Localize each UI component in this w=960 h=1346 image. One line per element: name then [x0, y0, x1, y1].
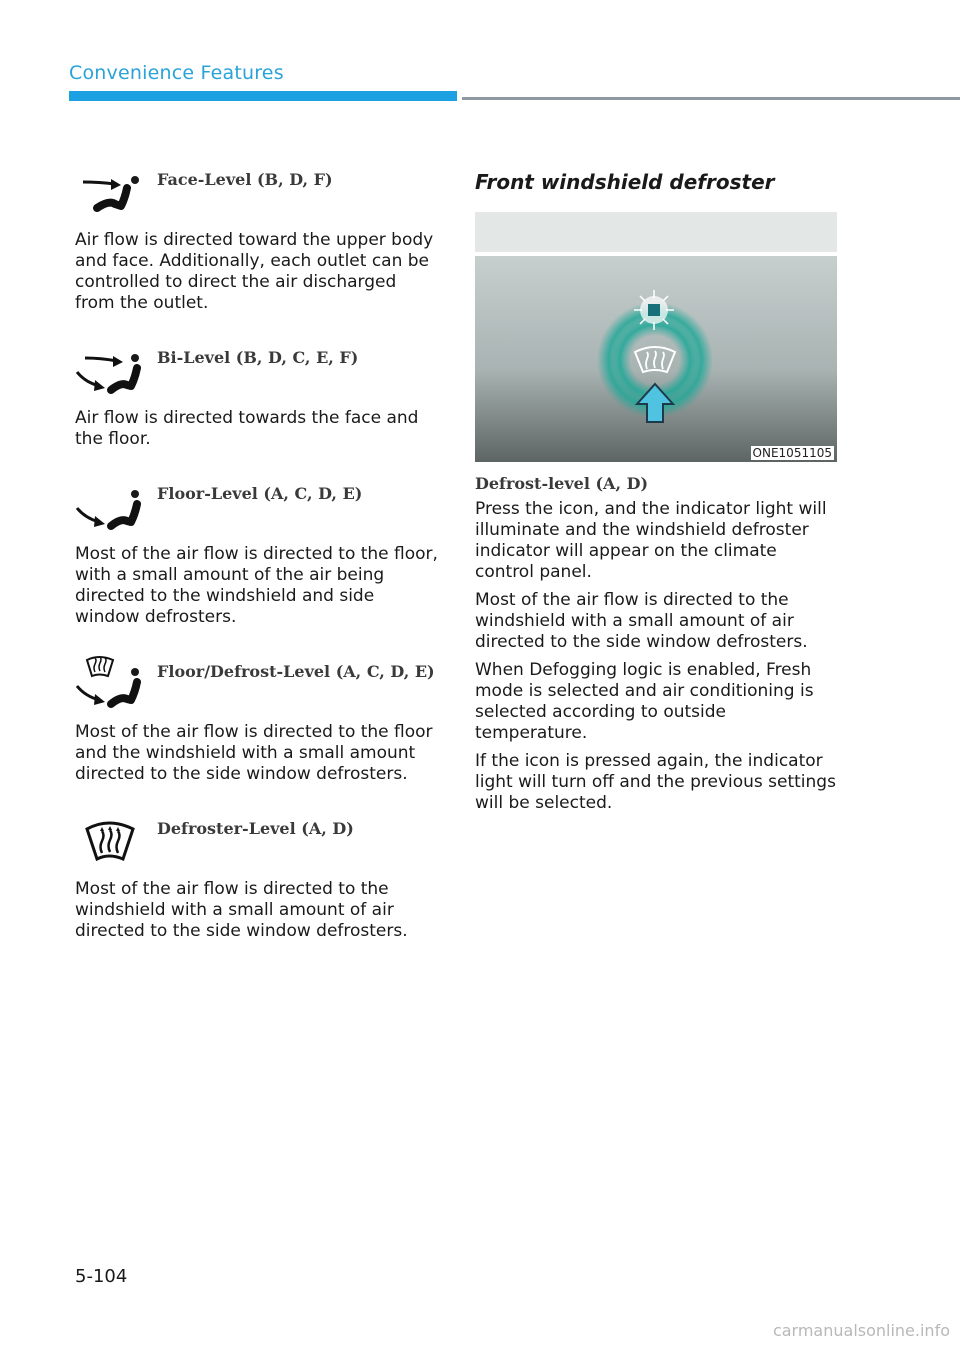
section-title: Front windshield defroster: [475, 170, 775, 194]
mode-description: Most of the air flow is directed to the floor, with a small amount of the air being directed to the windshield and side window defrosters.: [75, 544, 438, 627]
mode-face-level: [75, 160, 440, 314]
mode-floor-defrost-level: [75, 652, 440, 785]
mode-bullet: [131, 490, 139, 498]
header-rule-blue: [69, 91, 457, 101]
figure-code: ONE1051105: [752, 446, 832, 460]
indicator-light: [634, 290, 674, 330]
defroster-button-figure: [475, 212, 837, 462]
mode-description: Air flow is directed towards the face and the floor.: [75, 408, 419, 449]
paragraph: If the icon is pressed again, the indicator light will turn off and the previous settings will be selected.: [475, 751, 836, 813]
paragraph: Press the icon, and the indicator light will illuminate and the windshield defroster indicator will appear on the climate control panel.: [475, 499, 827, 582]
face-level-vent-icon: [75, 160, 145, 230]
mode-description: Most of the air flow is directed to the windshield with a small amount of air directed to the side window defrosters.: [75, 879, 408, 941]
mode-description: Most of the air flow is directed to the floor and the windshield with a small amount directed to the side window defrosters.: [75, 722, 433, 784]
header-rule-gray: [462, 97, 960, 100]
left-column: [75, 160, 440, 942]
mode-bullet: [131, 668, 139, 676]
floor-level-vent-icon: [75, 474, 145, 544]
mode-heading: Bi-Level (B, D, C, E, F): [157, 348, 359, 367]
mode-heading: Face-Level (B, D, F): [157, 170, 333, 189]
mode-description: Air flow is directed toward the upper body and face. Additionally, each outlet can be controlled to direct the air discharged from the outlet.: [75, 230, 434, 313]
mode-bullet: [131, 176, 139, 184]
bi-level-vent-icon: [75, 338, 145, 408]
page-number: 5-104: [75, 1266, 128, 1287]
floor-defrost-level-vent-icon: [75, 652, 145, 722]
mode-bi-level: [75, 338, 440, 450]
mode-heading: Floor/Defrost-Level (A, C, D, E): [157, 662, 435, 681]
mode-floor-level: [75, 474, 440, 628]
watermark: carmanualsonline.info: [772, 1321, 950, 1340]
section-header-title: Convenience Features: [69, 62, 284, 84]
paragraph: Most of the air flow is directed to the windshield with a small amount of air directed to the side window defrosters.: [475, 590, 808, 652]
sub-heading: Defrost-level (A, D): [475, 474, 649, 493]
mode-bullet: [131, 354, 139, 362]
mode-heading: Defroster-Level (A, D): [157, 819, 354, 838]
defroster-button-illustration: [475, 212, 837, 462]
mode-defroster-level: [75, 809, 440, 942]
mode-heading: Floor-Level (A, C, D, E): [157, 484, 363, 503]
right-column: [475, 170, 837, 821]
defroster-level-icon: [75, 809, 145, 879]
paragraph: When Defogging logic is enabled, Fresh mode is selected and air conditioning is selected according to outside temperature.: [475, 660, 814, 743]
